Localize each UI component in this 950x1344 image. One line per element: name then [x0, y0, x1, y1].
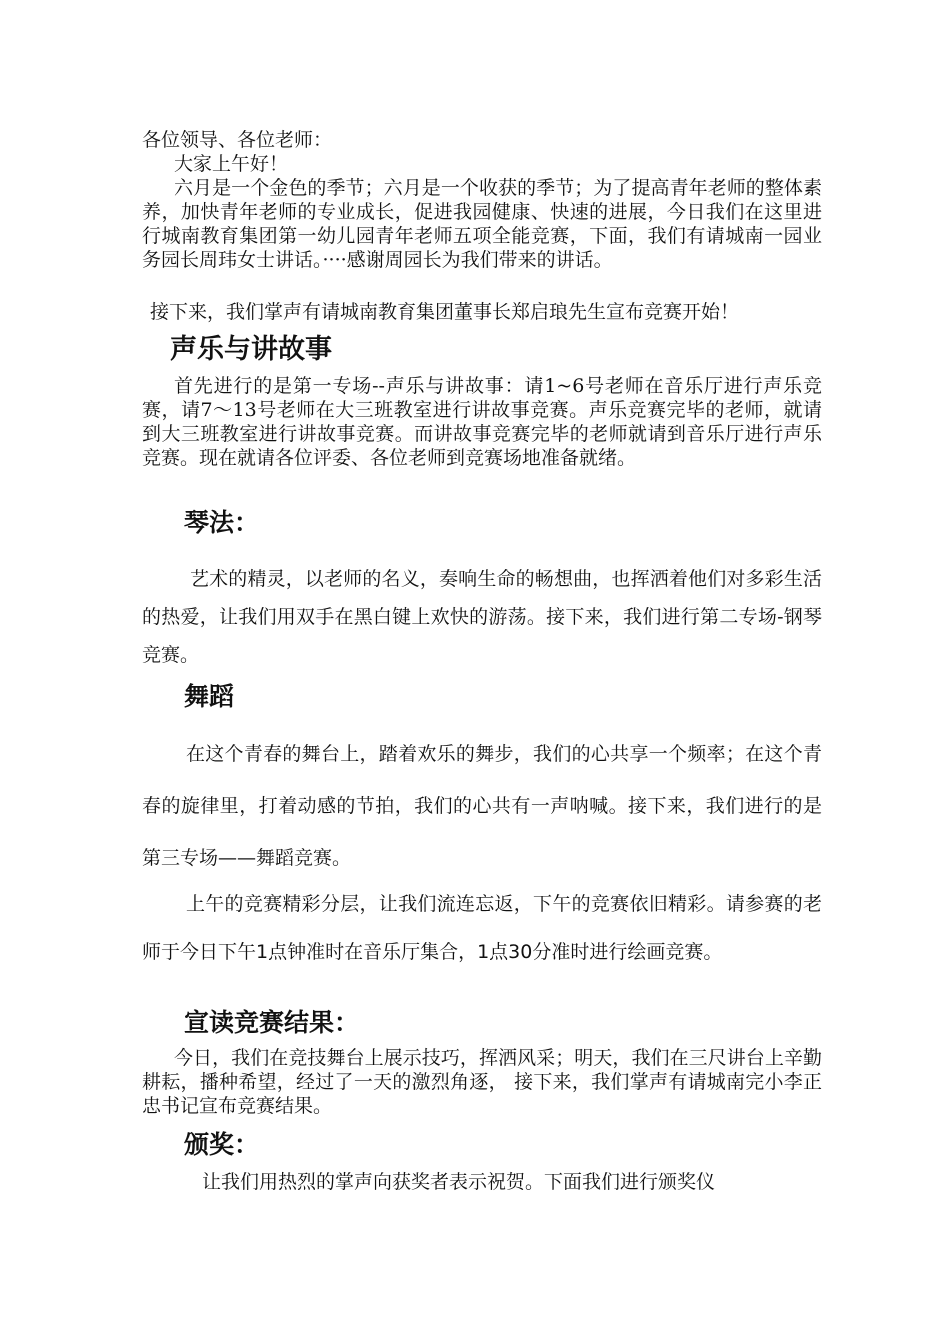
section-title-vocal: 声乐与讲故事 — [170, 334, 332, 365]
section-title-awards: 颁奖： — [184, 1130, 260, 1159]
dance-paragraph: 在这个青春的舞台上，踏着欢乐的舞步，我们的心共享一个频率；在这个青春的旋律里，打着动感的节拍，我们的心共有一声呐喊。接下来，我们进行的是第三专场——舞蹈竞赛。 — [142, 743, 822, 869]
section-title-dance: 舞蹈 — [184, 682, 235, 711]
section-title-piano: 琴法： — [184, 508, 260, 537]
section-title-results: 宣读竞赛结果： — [184, 1008, 360, 1037]
greeting-hello: 大家上午好！ — [174, 153, 289, 175]
results-paragraph: 今日，我们在竞技舞台上展示技巧，挥洒风采；明天，我们在三尺讲台上辛勤耕耘，播种希望，经过了一天的激烈角逐， 接下来，我们掌声有请城南完小李正忠书记宣布竞赛结果。 — [142, 1047, 822, 1117]
intro-paragraph: 六月是一个金色的季节；六月是一个收获的季节；为了提高青年老师的整体素养，加快青年老师的专业成长，促进我园健康、快速的进展，今日我们在这里进行城南教育集团第一幼儿园青年老师五项全能竞赛，下面，我们有请城南一园业务园长周玮女士讲话。····感谢周园长为我们带来的讲话。 — [142, 177, 822, 271]
piano-paragraph: 艺术的精灵，以老师的名义，奏响生命的畅想曲，也挥洒着他们对多彩生活的热爱，让我们用双手在黑白键上欢快的游荡。接下来，我们进行第二专场-钢琴竞赛。 — [142, 568, 822, 666]
afternoon-paragraph: 上午的竞赛精彩分层，让我们流连忘返，下午的竞赛依旧精彩。请参赛的老师于今日下午1点钟准时在音乐厅集合，1点30分准时进行绘画竞赛。 — [142, 893, 822, 963]
awards-paragraph: 让我们用热烈的掌声向获奖者表示祝贺。下面我们进行颁奖仪 — [202, 1171, 716, 1193]
opening-announcement: 接下来，我们掌声有请城南教育集团董事长郑启琅先生宣布竞赛开始！ — [150, 301, 740, 323]
vocal-paragraph: 首先进行的是第一专场--声乐与讲故事：请1~6号老师在音乐厅进行声乐竞赛，请7～13号老师在大三班教室进行讲故事竞赛。声乐竞赛完毕的老师，就请到大三班教室进行讲故事竞赛。而讲故事竞赛完毕的老师就请到音乐厅进行声乐竞赛。现在就请各位评委、各位老师到竞赛场地准备就绪。 — [142, 375, 822, 469]
salutation: 各位领导、各位老师： — [142, 129, 333, 151]
